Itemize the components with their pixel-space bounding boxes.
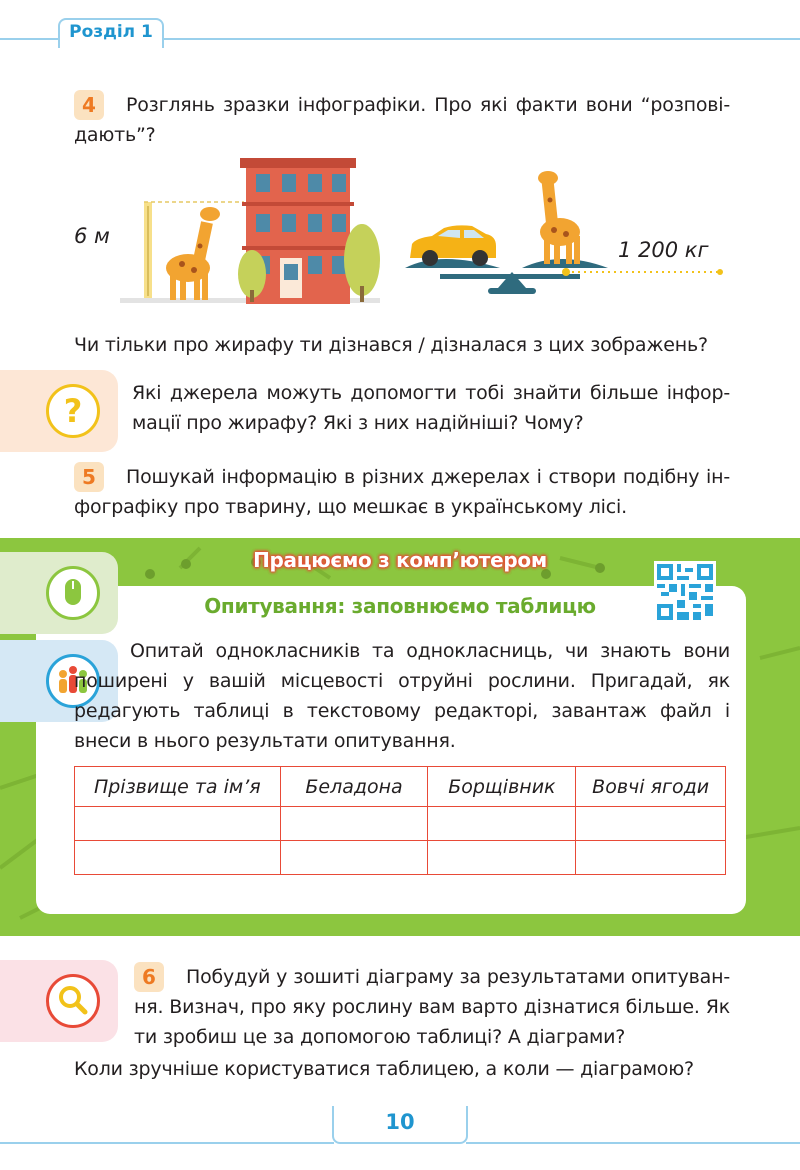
- scale-icon: [405, 259, 608, 294]
- task6-question: Коли зручніше користуватися таблицею, а коли — діаграмою?: [74, 1058, 694, 1080]
- table-cell[interactable]: [428, 807, 576, 841]
- header-rule-right: [162, 38, 800, 40]
- qr-code-icon: [654, 561, 716, 623]
- mouse-icon: [46, 566, 100, 620]
- infographic: [60, 150, 740, 310]
- infographic-drawing: [60, 150, 740, 310]
- table-cell[interactable]: [75, 841, 281, 875]
- think-text: Які джерела можуть допомогти тобі знайти більше інфор-мації про жирафу? Які з них надійніші? Чому?: [132, 382, 730, 434]
- table-header-row: [75, 767, 726, 807]
- table-row: [75, 841, 726, 875]
- col-hogweed: Борщівник: [428, 767, 576, 807]
- task6-text: Побудуй у зошиті діаграму за результатами опитуван-ня. Визнач, про яку рослину вам варто дізнатися більше. Як ти зробиш це за допомогою таблиці? А діаграми?: [134, 966, 730, 1048]
- header-rule-left: [0, 38, 60, 40]
- table-cell[interactable]: [280, 807, 428, 841]
- footer-rule-left: [0, 1142, 334, 1144]
- task4-question: Чи тільки про жирафу ти дізнався / дізналася з цих зображень?: [74, 334, 708, 356]
- giraffe-icon-2: [538, 171, 580, 264]
- task4-text: Розглянь зразки інфографіки. Про які факти вони “розпові-дають”?: [74, 94, 730, 146]
- task-number-5: 5: [74, 462, 104, 492]
- task-number-4: 4: [74, 90, 104, 120]
- computer-banner: Працюємо з комп’ютером: [253, 548, 547, 572]
- table-row: [75, 807, 726, 841]
- table-cell[interactable]: [428, 841, 576, 875]
- footer-rule-right: [466, 1142, 800, 1144]
- question-icon: ?: [46, 384, 100, 438]
- giraffe-icon: [166, 207, 220, 300]
- magnifier-icon: [46, 974, 100, 1028]
- table-cell[interactable]: [75, 807, 281, 841]
- height-label: 6 м: [74, 224, 110, 248]
- page-number: 10: [385, 1110, 415, 1134]
- computer-subtitle: Опитування: заповнюємо таблицю: [204, 594, 596, 618]
- section-label: Розділ 1: [69, 22, 153, 42]
- weight-label: 1 200 кг: [618, 238, 709, 262]
- task-number-6: 6: [134, 962, 164, 992]
- computer-text: Опитай однокласників та однокласниць, чи знають вони поширені у вашій місцевості отруйні рослини. Пригадай, як редагують таблиці в текстовому редакторі, завантаж файл і внеси в нього результати опитування.: [74, 640, 730, 752]
- table-cell[interactable]: [280, 841, 428, 875]
- table-cell[interactable]: [576, 841, 726, 875]
- survey-table: [74, 766, 726, 875]
- col-wolfberry: Вовчі ягоди: [576, 767, 726, 807]
- col-name: Прізвище та ім’я: [75, 767, 281, 807]
- col-belladonna: Беладона: [280, 767, 428, 807]
- task5-text: Пошукай інформацію в різних джерелах і створи подібну ін-фографіку про тварину, що мешкає в українському лісі.: [74, 466, 730, 518]
- table-cell[interactable]: [576, 807, 726, 841]
